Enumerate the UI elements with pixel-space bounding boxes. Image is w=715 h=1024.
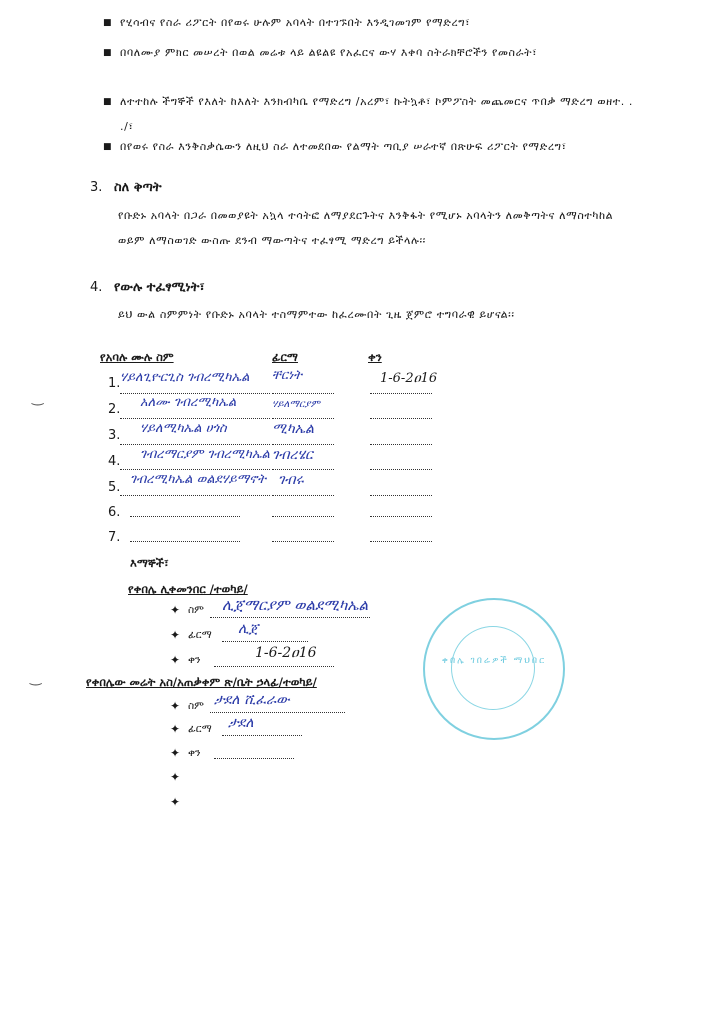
row-number: 6. (108, 505, 121, 520)
member-date: 1-6-2ዐ16 (380, 371, 438, 386)
member-signature: ሃይለማርያም (272, 399, 320, 410)
receiver-name-value: ሊጀማርያም ወልደሚካኤል (222, 596, 369, 614)
section-4-text: ይህ ውል ስምምነት የቡድኑ አባላት ተስማምተው ከፈረሙበት ጊዜ ጀምሮ ተግባራዊ ይሆናል፡፡ (118, 308, 515, 321)
receiver-signature-line (222, 641, 308, 642)
signature-line (272, 469, 334, 470)
arrow-bullet-icon: ✦ (170, 746, 181, 760)
bullet-text-1: የሂሳብና የስራ ሪፖርት በየወሩ ሁሉም አባላት በተገኙበት እንዲገመገም የማድረግ፣ (120, 16, 471, 29)
row-number: 5. (108, 480, 121, 495)
margin-mark: ‿ (32, 390, 44, 406)
officer-signature-value: ታደለ (228, 715, 254, 731)
name-line (130, 541, 240, 542)
name-line (130, 516, 240, 517)
officer-name-label: ስም (188, 700, 204, 712)
row-number: 3. (108, 428, 121, 443)
bullet-text-2: በባለሙያ ምክር መሠረት በወል መሬቱ ላይ ልዩልዩ የአፈርና ውሃ እቀባ ስትራክቸሮችን የመስራት፣ (120, 46, 538, 59)
date-line (370, 444, 432, 445)
name-line (120, 444, 270, 445)
section-3-title: ስለ ቅጣት (114, 180, 162, 195)
stamp-text: ቀበሌ ገበሬዎች ማህበር (441, 656, 547, 666)
date-line (370, 541, 432, 542)
section-4-number: 4. (90, 280, 103, 295)
header-date: ቀን (368, 350, 382, 364)
arrow-bullet-icon: ✦ (170, 770, 181, 784)
bullet-icon: ■ (103, 18, 112, 28)
name-line (120, 393, 270, 394)
date-line (370, 393, 432, 394)
row-number: 4. (108, 454, 121, 469)
arrow-bullet-icon: ✦ (170, 722, 181, 736)
receiver-date-label: ቀን (188, 654, 201, 666)
signature-line (272, 444, 334, 445)
receiver-signature-value: ሊጀ (238, 621, 259, 637)
signature-line (272, 393, 334, 394)
member-name: ገብረሚካኤል ወልደሃይማኖት (130, 472, 267, 487)
member-name: ሃይለሚካኤል ሀጎስ (140, 421, 227, 436)
member-name: ገብረማርያም ገብረሚካኤል (140, 447, 270, 462)
member-signature: ገብረሄር (272, 447, 313, 463)
arrow-bullet-icon: ✦ (170, 628, 181, 642)
date-line (370, 495, 432, 496)
receiver-name-label: ስም (188, 604, 204, 616)
header-signature: ፊርማ (272, 350, 298, 364)
bullet-icon: ■ (103, 142, 112, 152)
date-line (370, 469, 432, 470)
member-name: አለሙ ገብረሚካኤል (140, 395, 237, 410)
member-name: ሃይለጊዮርጊስ ገብረሚካኤል (120, 370, 250, 385)
receiver-signature-label: ፊርማ (188, 629, 212, 641)
name-line (120, 495, 270, 496)
date-line (370, 418, 432, 419)
name-line (120, 469, 270, 470)
date-line (370, 516, 432, 517)
officer-date-label: ቀን (188, 747, 201, 759)
arrow-bullet-icon: ✦ (170, 699, 181, 713)
row-number: 7. (108, 530, 121, 545)
receiver-title: የቀበሌ ሊቀመንበር /ተወካይ/ (128, 582, 248, 596)
margin-mark: ‿ (30, 670, 42, 686)
section-4-title: የውሉ ተፈፃሚነት፣ (114, 280, 205, 295)
officer-name-value: ታደለ ሺፈራው (214, 692, 290, 708)
signature-line (272, 418, 334, 419)
officer-name-line (210, 712, 345, 713)
receiver-name-line (210, 617, 370, 618)
signature-line (272, 495, 334, 496)
bullet-icon: ■ (103, 97, 112, 107)
section-3-text: የቡድኑ አባላት በጋራ በመወያዩት አኳላ ተሳትፎ ለማያደርጉትና እንቅፋት የሚሆኑ አባላትን ለመቅጣትና ለማስተካከል ወይም ለማስወገድ ውስጡ ደንብ ማውጣትና ተፈፃሚ ማድረግ ይችላሉ፡፡ (118, 209, 614, 247)
member-signature: ቸርነት (272, 368, 303, 383)
member-signature: ሚካኤል (272, 421, 314, 437)
header-member-name: የአባሉ ሙሉ ስም (100, 350, 174, 364)
bullet-text-4: በየወሩ የስራ እንቅስቃሴውን ለዚህ ስራ ለተመደበው የልማት ጣቢያ ሠራተኛ በጽሁፍ ሪፖርት የማድረግ፣ (120, 140, 567, 153)
row-number: 1. (108, 376, 121, 391)
bullet-text-3: ለተተከሉ ችግኞች የእለት ከእለት እንክብካቤ የማድረግ /አረም፣ ኩትኳቶ፣ ኮምፖስት መጨመርና ጥበቃ ማድረግ ወዘተ. . ./፣ (120, 95, 634, 133)
name-line (120, 418, 270, 419)
bullet-icon: ■ (103, 48, 112, 58)
witnesses-title: እማኞች፣ (130, 556, 169, 570)
officer-signature-label: ፊርማ (188, 723, 212, 735)
arrow-bullet-icon: ✦ (170, 653, 181, 667)
arrow-bullet-icon: ✦ (170, 795, 181, 809)
receiver-date-value: 1-6-2ዐ16 (255, 645, 317, 661)
arrow-bullet-icon: ✦ (170, 603, 181, 617)
officer-signature-line (222, 735, 302, 736)
officer-title: የቀበሌው መሬት አስ/አጠቃቀም ጽ/ቤት ኃላፊ/ተወካይ/ (86, 675, 317, 689)
row-number: 2. (108, 402, 121, 417)
section-3-number: 3. (90, 180, 103, 195)
receiver-date-line (214, 666, 334, 667)
official-stamp (423, 598, 565, 740)
stamp-inner-ring (451, 626, 535, 710)
signature-line (272, 541, 334, 542)
member-signature: ገብሩ (278, 472, 304, 488)
signature-line (272, 516, 334, 517)
officer-date-line (214, 758, 294, 759)
